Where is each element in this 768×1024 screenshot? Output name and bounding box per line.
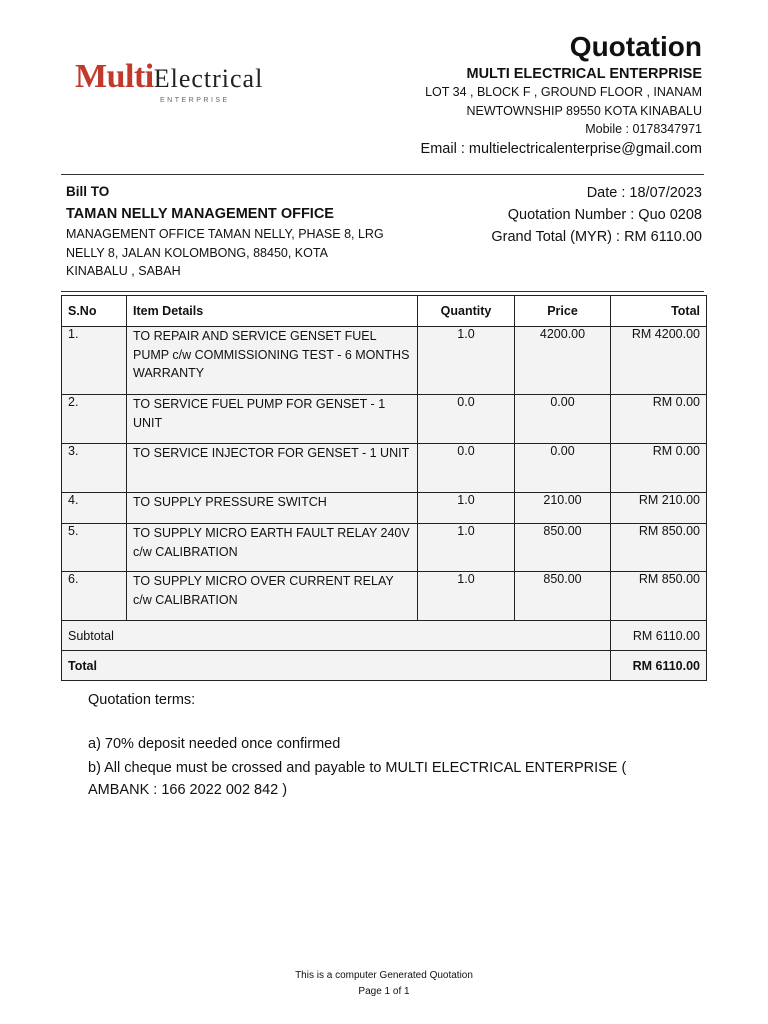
table-header-row [62,296,707,327]
footer-page-number: Page 1 of 1 [358,986,410,997]
logo-subtitle: ENTERPRISE [160,97,230,104]
cell-details: TO SERVICE FUEL PUMP FOR GENSET - 1 UNIT [127,395,418,444]
cell-details: TO SERVICE INJECTOR FOR GENSET - 1 UNIT [127,444,418,493]
cell-total: RM 210.00 [611,493,707,524]
document-title: Quotation [569,31,702,62]
cell-total: RM 4200.00 [611,327,707,395]
company-logo [75,58,264,104]
client-name: TAMAN NELLY MANAGEMENT OFFICE [66,206,334,222]
header-quantity: Quantity [418,296,515,327]
header-item-details: Item Details [127,296,418,327]
cell-sno: 3. [62,444,127,493]
subtotal-row [62,621,707,651]
logo-electrical: Electrical [153,64,264,93]
cell-sno: 2. [62,395,127,444]
header-total: Total [611,296,707,327]
company-address-line-2: NEWTOWNSHIP 89550 KOTA KINABALU [466,104,702,118]
grand-total: Grand Total (MYR) : RM 6110.00 [491,229,702,245]
header-sno: S.No [62,296,127,327]
subtotal-value: RM 6110.00 [611,621,707,651]
header-divider [61,174,704,175]
cell-price: 0.00 [515,444,611,493]
items-table [61,295,707,681]
company-address-line-1: LOT 34 , BLOCK F , GROUND FLOOR , INANAM [425,85,702,99]
table-top-divider [61,291,704,292]
client-address: MANAGEMENT OFFICE TAMAN NELLY, PHASE 8, LRG NELLY 8, JALAN KOLOMBONG, 88450, KOTA KINABALU , SABAH [66,227,384,278]
table-row [62,395,707,444]
quotation-date: Date : 18/07/2023 [586,185,702,201]
cell-price: 850.00 [515,524,611,572]
table-row [62,444,707,493]
footer-note: This is a computer Generated Quotation [295,970,473,981]
cell-details: TO SUPPLY MICRO EARTH FAULT RELAY 240V c/w CALIBRATION [127,524,418,572]
header-price: Price [515,296,611,327]
cell-quantity: 0.0 [418,395,515,444]
terms-item-b: b) All cheque must be crossed and payable to MULTI ELECTRICAL ENTERPRISE ( AMBANK : 166 2022 002 842 ) [88,760,627,798]
cell-sno: 1. [62,327,127,395]
table-row [62,572,707,621]
company-email: Email : multielectricalenterprise@gmail.com [420,141,702,157]
cell-sno: 6. [62,572,127,621]
table-row [62,327,707,395]
quotation-number: Quotation Number : Quo 0208 [507,207,702,223]
cell-price: 4200.00 [515,327,611,395]
cell-quantity: 1.0 [418,524,515,572]
table-row [62,493,707,524]
cell-price: 850.00 [515,572,611,621]
table-row [62,524,707,572]
cell-total: RM 850.00 [611,524,707,572]
cell-total: RM 0.00 [611,444,707,493]
cell-quantity: 1.0 [418,572,515,621]
terms-title: Quotation terms: [88,692,196,708]
total-row [62,651,707,681]
logo-multi: Multi [75,58,154,95]
cell-sno: 4. [62,493,127,524]
bill-to-label: Bill TO [66,184,110,199]
cell-details: TO REPAIR AND SERVICE GENSET FUEL PUMP c/w COMMISSIONING TEST - 6 MONTHS WARRANTY [127,327,418,395]
company-name: MULTI ELECTRICAL ENTERPRISE [466,66,702,82]
company-mobile: Mobile : 0178347971 [585,122,702,136]
cell-price: 210.00 [515,493,611,524]
terms-item-a: a) 70% deposit needed once confirmed [88,736,341,752]
cell-quantity: 1.0 [418,327,515,395]
cell-sno: 5. [62,524,127,572]
cell-quantity: 1.0 [418,493,515,524]
cell-total: RM 0.00 [611,395,707,444]
cell-quantity: 0.0 [418,444,515,493]
total-value: RM 6110.00 [611,651,707,681]
total-label: Total [62,651,611,681]
cell-price: 0.00 [515,395,611,444]
cell-details: TO SUPPLY PRESSURE SWITCH [127,493,418,524]
cell-details: TO SUPPLY MICRO OVER CURRENT RELAY c/w CALIBRATION [127,572,418,621]
cell-total: RM 850.00 [611,572,707,621]
subtotal-label: Subtotal [62,621,611,651]
